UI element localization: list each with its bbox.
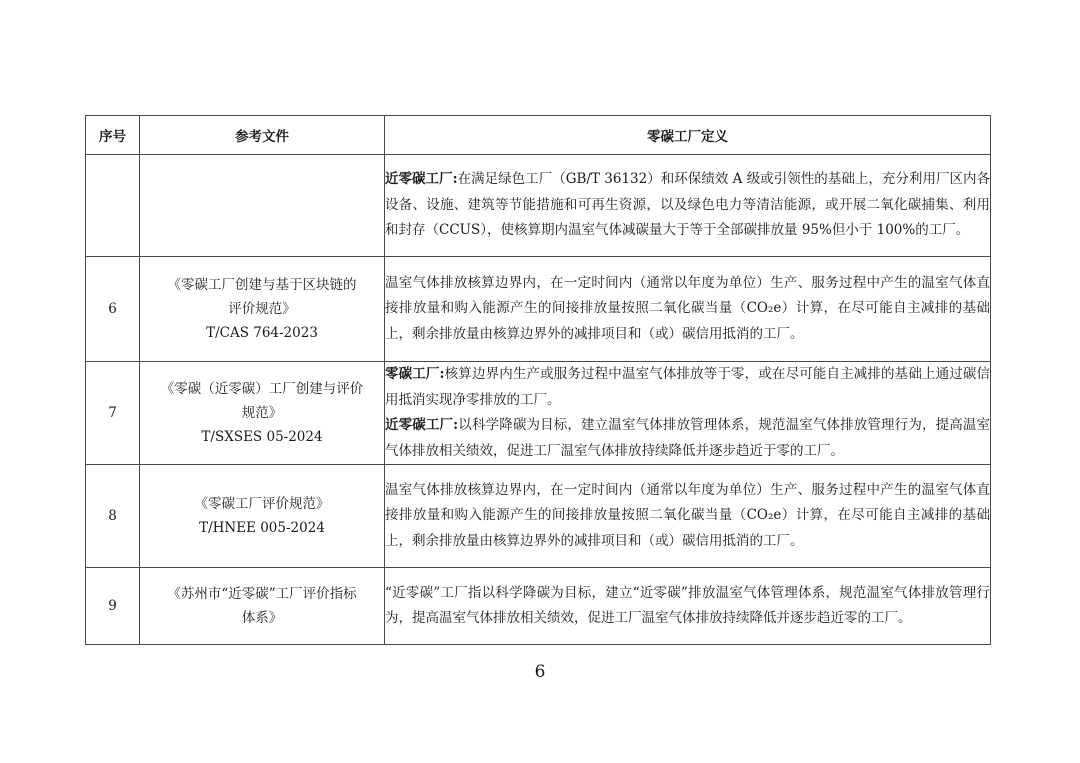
row-reference	[140, 568, 385, 645]
reference-code: T/CAS 764-2023	[206, 325, 318, 341]
reference-title-line: 《零碳工厂评价规范》	[194, 496, 330, 512]
reference-title-line: 规范》	[241, 405, 283, 421]
row-definition	[385, 465, 991, 568]
table-header-row	[86, 116, 991, 155]
definition-paragraph	[385, 413, 990, 464]
row-reference	[140, 257, 385, 362]
row-definition	[385, 568, 991, 645]
definitions-table	[85, 115, 991, 645]
definition-body: 在满足绿色工厂（GB/T 36132）和环保绩效 A 级或引领性的基础上，充分利用厂区内各设备、设施、建筑等节能措施和可再生资源，以及绿色电力等清洁能源，或开展二氧化碳捕集、利用和封存（CCUS），使核算期内温室气体减碳量大于等于全部碳排放量 95%但小于 100%的工厂。	[385, 171, 991, 239]
header-reference: 参考文件	[140, 116, 385, 155]
table-row	[86, 155, 991, 257]
definition-body: 温室气体排放核算边界内，在一定时间内（通常以年度为单位）生产、服务过程中产生的温室气体直接排放量和购入能源产生的间接排放量按照二氧化碳当量（CO₂e）计算，在尽可能自主减排的基础上，剩余排放量由核算边界外的减排项目和（或）碳信用抵消的工厂。	[385, 274, 990, 342]
reference-code: T/HNEE 005-2024	[199, 520, 325, 536]
definition-term: 零碳工厂:	[385, 366, 445, 382]
reference-code: T/SXSES 05-2024	[201, 429, 323, 445]
row-reference	[140, 155, 385, 257]
definition-body: 温室气体排放核算边界内，在一定时间内（通常以年度为单位）生产、服务过程中产生的温室气体直接排放量和购入能源产生的间接排放量按照二氧化碳当量（CO₂e）计算，在尽可能自主减排的基础上，剩余排放量由核算边界外的减排项目和（或）碳信用抵消的工厂。	[385, 481, 990, 549]
reference-title-line: 评价规范》	[228, 301, 296, 317]
header-index: 序号	[86, 116, 140, 155]
definition-body: 核算边界内生产或服务过程中温室气体排放等于零，或在尽可能自主减排的基础上通过碳信用抵消实现净零排放的工厂。	[385, 366, 990, 408]
row-reference	[140, 465, 385, 568]
reference-title-line: 《苏州市“近零碳”工厂评价指标	[167, 586, 357, 602]
header-definition: 零碳工厂定义	[385, 116, 991, 155]
page-number: 6	[534, 662, 546, 682]
reference-title-line: 《零碳工厂创建与基于区块链的	[167, 277, 357, 293]
row-index: 8	[86, 465, 140, 568]
row-index: 9	[86, 568, 140, 645]
row-index: 6	[86, 257, 140, 362]
row-definition	[385, 155, 991, 257]
row-reference	[140, 362, 385, 465]
table-row	[86, 568, 991, 645]
definition-paragraph	[385, 362, 990, 413]
definition-term: 近零碳工厂:	[385, 417, 459, 433]
definition-body: 以科学降碳为目标，建立温室气体排放管理体系，规范温室气体排放管理行为，提高温室气体排放相关绩效，促进工厂温室气体排放持续降低并逐步趋近于零的工厂。	[385, 417, 991, 459]
row-definition	[385, 257, 991, 362]
row-index	[86, 155, 140, 257]
table-row	[86, 362, 991, 465]
row-definition	[385, 362, 991, 465]
definition-paragraph	[385, 167, 990, 244]
reference-title-line: 体系》	[241, 610, 283, 626]
definition-body: “近零碳”工厂指以科学降碳为目标，建立“近零碳”排放温室气体管理体系，规范温室气体排放管理行为，提高温室气体排放相关绩效，促进工厂温室气体排放持续降低并逐步趋近零的工厂。	[385, 584, 990, 626]
table-row	[86, 257, 991, 362]
reference-title-line: 《零碳（近零碳）工厂创建与评价	[160, 381, 364, 397]
row-index: 7	[86, 362, 140, 465]
definition-term: 近零碳工厂:	[385, 171, 458, 188]
table-row	[86, 465, 991, 568]
